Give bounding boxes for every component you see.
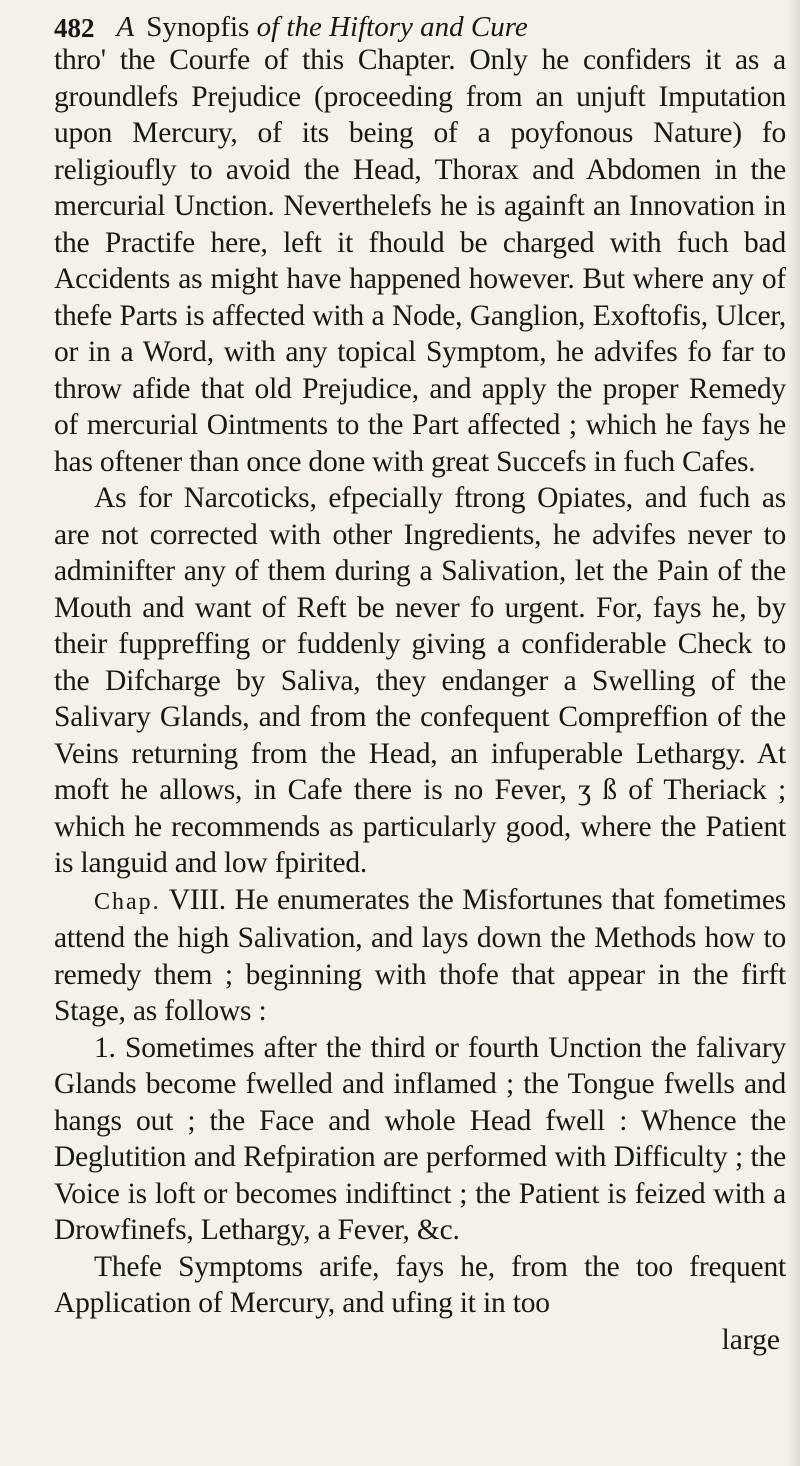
paragraph-narcoticks: As for Narcoticks, efpecially ftrong Opiates, and fuch as are not corrected with other Ingredients, he advifes never to adminifter any of them during a Salivation, let the Pain of the Mouth and want of Reft be never fo urgent. For, fays he, by their fuppreffing or fuddenly giving a confiderable Check to the Difcharge by Saliva, they endanger a Swelling of the Salivary Glands, and from the confequent Compreffion of the Veins returning from the Head, an infuperable Lethargy. At moft he allows, in Cafe there is no Fever, ʒ ß of Theriack ; which he recommends as particularly good, where the Patient is languid and low fpirited. [54,482,786,879]
chapter-heading [54,882,786,1030]
body-text [54,42,786,1322]
paragraph-continuation: thro' the Courfe of this Chapter. Only he confiders it as a groundlefs Prejudice (proceeding from an unjuft Imputation upon Mercury, of its being of a poyfonous Nature) fo religioufly to avoid the Head, Thorax and Abdomen in the mercurial Unction. Neverthelefs he is againft an Innovation in the Practife here, left it fhould be charged with fuch bad Accidents as might have happened however. But where any of thefe Parts is affected with a Node, Ganglion, Exoftofis, Ulcer, or in a Word, with any topical Symptom, he advifes fo far to throw afide that old Prejudice, and apply the proper Remedy of mercurial Ointments to the Part affected ; which he fays he has oftener than once done with great Succefs in fuch Cafes. [54,44,786,478]
catchword: large [721,1323,780,1356]
running-header [54,0,786,42]
chapter-label: Chap. [94,888,161,915]
list-item-1: 1. Sometimes after the third or fourth Unction the falivary Glands become fwelled and inflamed ; the Tongue fwells and hangs out ; the Face and whole Head fwell : Whence the Deglutition and Refpiration are performed with Difficulty ; the Voice is loft or becomes indiftinct ; the Patient is feized with a Drowfinefs, Lethargy, a Fever, &c. [54,1031,786,1246]
header-synopsis: Synopfis [146,11,250,43]
header-title-rest: of the Hiftory and Cure [256,11,528,43]
paragraph-symptoms: Thefe Symptoms arife, fays he, from the too frequent Application of Mercury, and ufing it in too [54,1250,786,1319]
page-edge-shadow [786,0,800,1466]
page-number: 482 [54,13,95,43]
header-article: A [116,11,135,43]
chapter-summary: VIII. He enumerates the Misfortunes that fometimes attend the high Salivation, and lays down the Methods how to remedy them ; beginning with thofe that appear in the firft Stage, as follows : [54,883,786,1027]
